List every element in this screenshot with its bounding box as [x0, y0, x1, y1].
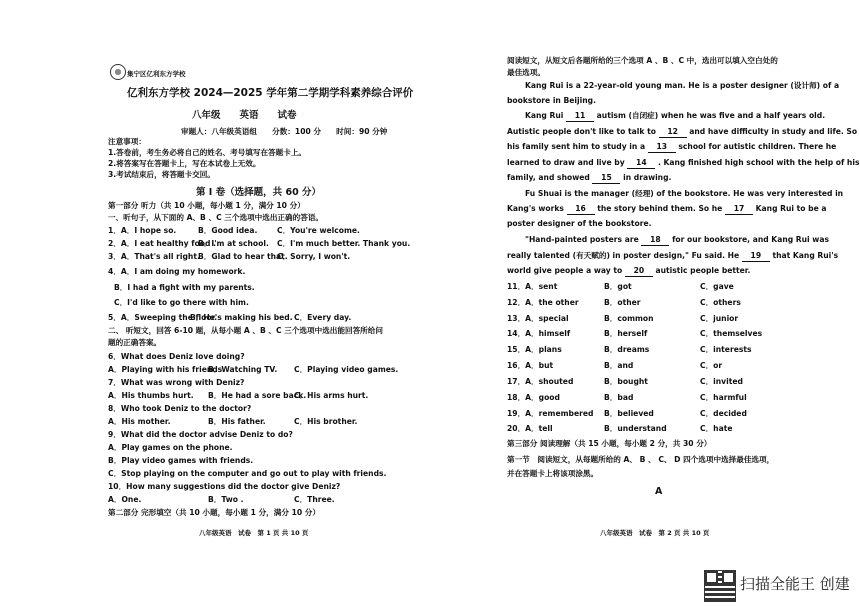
- text-segment: Kang Rui to be a: [755, 204, 827, 213]
- q3-option-a: 3．A．That's all right.: [108, 252, 200, 261]
- page-footer-2: 八年级英语 试卷 第 2 页 共 10 页: [600, 529, 710, 537]
- blank-15: 15: [592, 172, 620, 184]
- text-segment: Kang Rui: [525, 111, 564, 120]
- q8-option-c: C．His brother.: [294, 417, 358, 426]
- text-segment: world give people a way to: [507, 266, 623, 275]
- text-segment: family, and showed: [507, 173, 590, 182]
- q5-option-a: 5．A．Sweeping the floor.: [108, 313, 218, 322]
- blank-20: 20: [625, 265, 653, 277]
- section1-instruction: 第一节 阅读短文，从每题所给的 A、 B 、 C、 D 四个选项中选择最佳选项，: [507, 455, 775, 464]
- blank-16: 16: [567, 203, 595, 215]
- passage-line-11: [525, 234, 829, 246]
- q10-option-b: B．Two .: [208, 495, 244, 504]
- q15-option-c: C．interests: [700, 345, 752, 354]
- q16-option-c: C．or: [700, 361, 723, 370]
- part3-heading: 第三部分 阅读理解（共 15 小题，每小题 2 分，共 30 分）: [507, 439, 712, 448]
- q16-option-b: B．and: [604, 361, 634, 370]
- section1-title: 第 I 卷（选择题，共 60 分）: [196, 187, 321, 198]
- exam-page-2: [430, 0, 860, 608]
- text-segment: in drawing.: [623, 173, 672, 182]
- q4-option-b: B．I had a fight with my parents.: [114, 283, 255, 292]
- q6-option-a: A．Playing with his friends.: [108, 365, 226, 374]
- q3-option-c: C．Sorry, I won't.: [277, 252, 351, 261]
- q7-option-b: B．He had a sore back.: [208, 391, 307, 400]
- q8-option-a: A．His mother.: [108, 417, 171, 426]
- q15-option-b: B．dreams: [604, 345, 650, 354]
- text-segment: Autistic people don't like to talk to: [507, 127, 656, 136]
- q11-option-a: 11．A．sent: [507, 282, 558, 291]
- q16-option-a: 16．A．but: [507, 361, 554, 370]
- q6-question: 6．What does Deniz love doing?: [108, 352, 245, 361]
- cloze-instruction: 阅读短文，从短文后各题所给的三个选项 A 、B 、C 中，选出可以填入空白处的: [507, 56, 778, 65]
- q2-option-b: B．I'm at school.: [198, 239, 269, 248]
- q11-option-c: C．gave: [700, 282, 734, 291]
- q18-option-c: C．harmful: [700, 393, 747, 402]
- blank-19: 19: [742, 250, 770, 262]
- q10-option-c: C．Three.: [294, 495, 335, 504]
- q13-option-b: B．common: [604, 314, 654, 323]
- page-footer-1: 八年级英语 试卷 第 1 页 共 10 页: [199, 529, 309, 537]
- blank-12: 12: [659, 126, 687, 138]
- q11-option-b: B．got: [604, 282, 632, 291]
- passage-line-7: [507, 172, 671, 184]
- note-3: 3.考试结束后，将答题卡交回。: [108, 170, 215, 179]
- q13-option-a: 13．A．special: [507, 314, 569, 323]
- q14-option-c: C．themselves: [700, 329, 763, 338]
- q9-option-a: A．Play games on the phone.: [108, 443, 233, 452]
- passage-line-3: [525, 110, 825, 122]
- q4-option-a: 4．A．I am doing my homework.: [108, 267, 246, 276]
- passage-line-5: [507, 141, 836, 153]
- q19-option-a: 19．A．remembered: [507, 409, 594, 418]
- q6-option-c: C．Playing video games.: [294, 365, 399, 374]
- q10-option-a: A．One.: [108, 495, 142, 504]
- q8-question: 8．Who took Deniz to the doctor?: [108, 404, 252, 413]
- school-name-small: 集宁区亿利东方学校: [127, 70, 186, 78]
- scanner-watermark: 扫描全能王 创建: [740, 575, 850, 593]
- q19-option-b: B．believed: [604, 409, 654, 418]
- passage-line-1: Kang Rui is a 22-year-old young man. He is a poster designer (设计师) of a: [525, 81, 840, 90]
- q1-option-c: C．You're welcome.: [277, 226, 360, 235]
- note-1: 1.答卷前，考生务必将自己的姓名、考号填写在答题卡上。: [108, 148, 307, 157]
- passage-line-8: Fu Shuai is the manager (经理) of the bookstore. He was very interested in: [525, 189, 844, 198]
- text-segment: and have difficulty in study and life. So: [689, 127, 858, 136]
- q2-option-c: C．I'm much better. Thank you.: [277, 239, 411, 248]
- part1b-instruction-2: 题的正确答案。: [108, 338, 162, 347]
- blank-14: 14: [627, 157, 655, 169]
- q1-option-a: 1．A．I hope so.: [108, 226, 177, 235]
- blank-13: 13: [648, 141, 676, 153]
- text-segment: the story behind them. So he: [597, 204, 723, 213]
- text-segment: for our bookstore, and Kang Rui was: [672, 235, 829, 244]
- q8-option-b: B．His father.: [208, 417, 266, 426]
- blank-17: 17: [725, 203, 753, 215]
- exam-meta: 审题人：八年级英语组 分数：100 分 时间：90 分钟: [181, 127, 388, 136]
- text-segment: his family sent him to study in a: [507, 142, 646, 151]
- part1b-instruction: 二、 听短文，回答 6-10 题，从每小题 A 、B 、C 三个选项中选出能回答所给问: [108, 326, 383, 335]
- text-segment: learned to draw and live by: [507, 158, 625, 167]
- part1-heading: 第一部分 听力（共 10 小题，每小题 1 分，满分 10 分）: [108, 201, 305, 210]
- q4-option-c: C．I'd like to go there with him.: [114, 298, 249, 307]
- q2-option-a: 2．A．I eat healthy food .: [108, 239, 216, 248]
- text-segment: autism (自闭症) when he was five and a half years old.: [596, 111, 826, 120]
- q7-question: 7．What was wrong with Deniz?: [108, 378, 245, 387]
- blank-11: 11: [566, 110, 594, 122]
- qr-code-icon: [704, 570, 736, 602]
- q19-option-c: C．decided: [700, 409, 747, 418]
- q14-option-a: 14．A．himself: [507, 329, 571, 338]
- q3-option-b: B．Glad to hear that.: [198, 252, 288, 261]
- q12-option-a: 12．A．the other: [507, 298, 579, 307]
- q1-option-b: B．Good idea.: [198, 226, 258, 235]
- exam-subtitle: 八年级 英语 试卷: [192, 110, 297, 121]
- blank-18: 18: [641, 234, 669, 246]
- q17-option-a: 17．A．shouted: [507, 377, 574, 386]
- passage-letter: A: [655, 486, 663, 497]
- q20-option-b: B．understand: [604, 424, 667, 433]
- q20-option-a: 20．A．tell: [507, 424, 553, 433]
- passage-line-13: [507, 265, 750, 277]
- text-segment: "Hand-painted posters are: [525, 235, 639, 244]
- q7-option-a: A．His thumbs hurt.: [108, 391, 194, 400]
- q9-option-c: C．Stop playing on the computer and go out to play with friends.: [108, 469, 387, 478]
- q17-option-b: B．bought: [604, 377, 648, 386]
- q12-option-b: B．other: [604, 298, 641, 307]
- q13-option-c: C．junior: [700, 314, 739, 323]
- passage-line-4: [507, 126, 857, 138]
- text-segment: school for autistic children. There he: [678, 142, 837, 151]
- q10-question: 10．How many suggestions did the doctor give Deniz?: [108, 482, 341, 491]
- text-segment: . Kang finished high school with the help of his: [657, 158, 860, 167]
- notes-heading: 注意事项：: [108, 137, 146, 146]
- passage-line-2: bookstore in Beijing.: [507, 96, 596, 105]
- q5-option-c: C．Every day.: [294, 313, 352, 322]
- note-2: 2.将答案写在答题卡上，写在本试卷上无效。: [108, 159, 261, 168]
- passage-line-6: [507, 157, 859, 169]
- q9-question: 9．What did the doctor advise Deniz to do?: [108, 430, 293, 439]
- q6-option-b: B．Watching TV.: [208, 365, 278, 374]
- q14-option-b: B．herself: [604, 329, 648, 338]
- school-logo-icon: [110, 64, 126, 80]
- q18-option-a: 18．A．good: [507, 393, 560, 402]
- q7-option-c: C．His arms hurt.: [294, 391, 369, 400]
- text-segment: Kang's works: [507, 204, 564, 213]
- text-segment: autistic people better.: [655, 266, 751, 275]
- q18-option-b: B．bad: [604, 393, 634, 402]
- cloze-instruction-2: 最佳选项。: [507, 68, 545, 77]
- section1-instruction-2: 并在答题卡上将该项涂黑。: [507, 469, 599, 478]
- exam-title: 亿利东方学校 2024—2025 学年第二学期学科素养综合评价: [127, 87, 414, 99]
- q5-option-b: B．He's making his bed.: [190, 313, 293, 322]
- text-segment: really talented (有天赋的) in poster design," Fu said. He: [507, 251, 740, 260]
- passage-line-9: [507, 203, 827, 215]
- passage-line-10: poster designer of the bookstore.: [507, 219, 652, 228]
- q17-option-c: C．invited: [700, 377, 743, 386]
- passage-line-12: [507, 250, 838, 262]
- q15-option-a: 15．A．plans: [507, 345, 562, 354]
- text-segment: that Kang Rui's: [772, 251, 839, 260]
- q20-option-c: C．hate: [700, 424, 733, 433]
- q9-option-b: B．Play video games with friends.: [108, 456, 254, 465]
- q12-option-c: C．others: [700, 298, 741, 307]
- part1-instruction: 一、听句子，从下面的 A、B 、C 三个选项中选出正确的答语。: [108, 213, 324, 222]
- part2-heading: 第二部分 完形填空（共 10 小题，每小题 1 分，满分 10 分）: [108, 508, 320, 517]
